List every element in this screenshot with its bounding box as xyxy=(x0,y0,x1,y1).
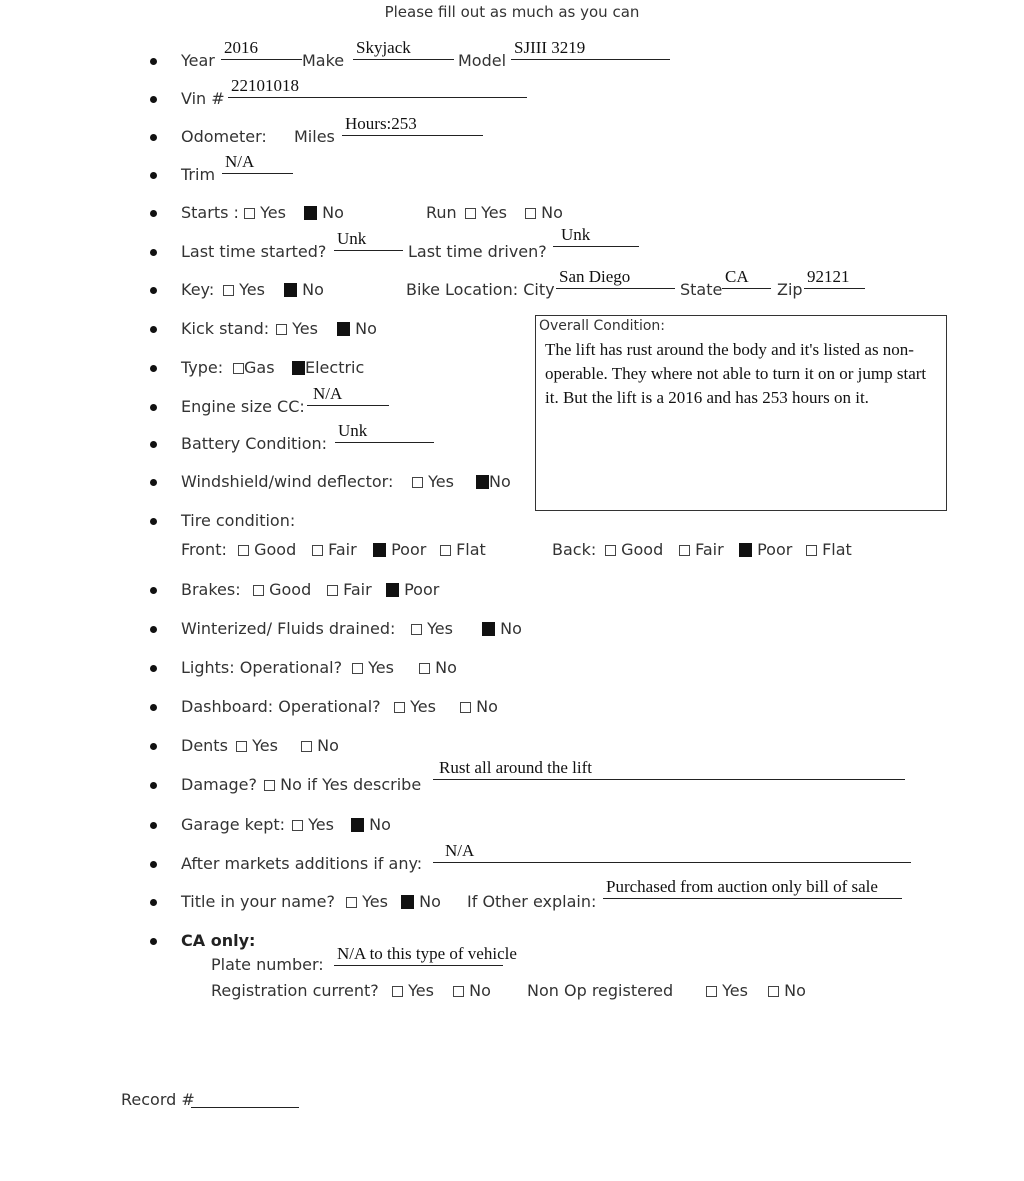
year-label: Year xyxy=(181,51,215,70)
overall-condition-text: The lift has rust around the body and it's listed as non-operable. They where not able to turn it on or jump start it. But the lift is a 2016 and has 253 hours on it. xyxy=(545,340,927,407)
garage-no-label: No xyxy=(369,815,391,834)
dashboard-label: Dashboard: Operational? xyxy=(181,697,381,716)
model-field[interactable]: SJIII 3219 xyxy=(511,38,670,60)
make-field[interactable]: Skyjack xyxy=(353,38,454,60)
back-label: Back: xyxy=(552,540,597,559)
zip-label: Zip xyxy=(777,280,803,299)
non-op-label: Non Op registered xyxy=(527,981,674,1000)
dashboard-yes-checkbox[interactable] xyxy=(394,702,405,713)
trim-field[interactable]: N/A xyxy=(222,152,293,174)
other-explain-label: If Other explain: xyxy=(467,892,597,911)
miles-label: Miles xyxy=(294,127,335,146)
winterized-yes-label: Yes xyxy=(427,619,453,638)
bullet xyxy=(150,704,157,711)
brakes-poor-label: Poor xyxy=(404,580,440,599)
type-gas-label: Gas xyxy=(244,358,275,377)
front-flat-checkbox[interactable] xyxy=(440,545,451,556)
winterized-no-label: No xyxy=(500,619,522,638)
bullet xyxy=(150,210,157,217)
odometer-label: Odometer: xyxy=(181,127,267,146)
kick-stand-yes-checkbox[interactable] xyxy=(276,324,287,335)
kick-stand-label: Kick stand: xyxy=(181,319,270,338)
form-instructions: Please fill out as much as you can xyxy=(384,3,640,21)
dents-label: Dents xyxy=(181,736,228,755)
record-label: Record # xyxy=(121,1090,195,1109)
front-fair-checkbox[interactable] xyxy=(312,545,323,556)
registration-yes-checkbox[interactable] xyxy=(392,986,403,997)
bullet xyxy=(150,441,157,448)
lights-yes-checkbox[interactable] xyxy=(352,663,363,674)
lights-no-checkbox[interactable] xyxy=(419,663,430,674)
garage-kept-label: Garage kept: xyxy=(181,815,286,834)
registration-yes-label: Yes xyxy=(408,981,434,1000)
year-field[interactable]: 2016 xyxy=(221,38,302,60)
registration-no-checkbox[interactable] xyxy=(453,986,464,997)
starts-label: Starts : xyxy=(181,203,239,222)
bullet xyxy=(150,287,157,294)
bullet xyxy=(150,822,157,829)
odometer-field[interactable]: Hours:253 xyxy=(342,114,483,136)
back-good-checkbox[interactable] xyxy=(605,545,616,556)
bullet xyxy=(150,899,157,906)
bullet xyxy=(150,518,157,525)
type-electric-label: Electric xyxy=(305,358,365,377)
lights-no-label: No xyxy=(435,658,457,677)
key-yes-label: Yes xyxy=(239,280,265,299)
brakes-good-checkbox[interactable] xyxy=(253,585,264,596)
title-no-label: No xyxy=(419,892,441,911)
ca-only-label: CA only: xyxy=(181,931,256,950)
starts-yes-checkbox[interactable] xyxy=(244,208,255,219)
back-fair-checkbox[interactable] xyxy=(679,545,690,556)
front-fair-label: Fair xyxy=(328,540,357,559)
front-label: Front: xyxy=(181,540,227,559)
last-driven-field[interactable]: Unk xyxy=(553,225,639,247)
starts-no-checkbox[interactable] xyxy=(304,206,317,220)
registration-no-label: No xyxy=(469,981,491,1000)
winterized-yes-checkbox[interactable] xyxy=(411,624,422,635)
windshield-label: Windshield/wind deflector: xyxy=(181,472,394,491)
windshield-yes-label: Yes xyxy=(428,472,454,491)
windshield-no-label: No xyxy=(489,472,511,491)
run-no-checkbox[interactable] xyxy=(525,208,536,219)
battery-label: Battery Condition: xyxy=(181,434,328,453)
damage-label: Damage? xyxy=(181,775,258,794)
bullet xyxy=(150,249,157,256)
engine-size-label: Engine size CC: xyxy=(181,397,305,416)
last-started-field[interactable]: Unk xyxy=(334,229,403,251)
brakes-label: Brakes: xyxy=(181,580,241,599)
type-label: Type: xyxy=(181,358,224,377)
brakes-poor-checkbox[interactable] xyxy=(386,583,399,597)
dents-no-label: No xyxy=(317,736,339,755)
back-poor-checkbox[interactable] xyxy=(739,543,752,557)
last-started-label: Last time started? xyxy=(181,242,327,261)
bullet xyxy=(150,134,157,141)
dashboard-no-checkbox[interactable] xyxy=(460,702,471,713)
run-yes-label: Yes xyxy=(481,203,507,222)
record-field[interactable] xyxy=(191,1090,299,1108)
front-flat-label: Flat xyxy=(456,540,486,559)
key-no-label: No xyxy=(302,280,324,299)
key-label: Key: xyxy=(181,280,215,299)
garage-yes-checkbox[interactable] xyxy=(292,820,303,831)
bullet xyxy=(150,404,157,411)
bullet xyxy=(150,782,157,789)
last-driven-label: Last time driven? xyxy=(408,242,547,261)
zip-field[interactable]: 92121 xyxy=(804,267,865,289)
windshield-no-checkbox[interactable] xyxy=(476,475,489,489)
garage-yes-label: Yes xyxy=(308,815,334,834)
plate-number-label: Plate number: xyxy=(211,955,324,974)
damage-description-field[interactable]: Rust all around the lift xyxy=(433,758,905,780)
aftermarket-field[interactable]: N/A xyxy=(433,841,911,863)
starts-yes-label: Yes xyxy=(260,203,286,222)
bullet xyxy=(150,479,157,486)
dashboard-yes-label: Yes xyxy=(410,697,436,716)
run-yes-checkbox[interactable] xyxy=(465,208,476,219)
kick-stand-yes-label: Yes xyxy=(292,319,318,338)
make-label: Make xyxy=(302,51,345,70)
lights-yes-label: Yes xyxy=(368,658,394,677)
back-flat-checkbox[interactable] xyxy=(806,545,817,556)
title-no-checkbox[interactable] xyxy=(401,895,414,909)
damage-no-if-yes-label: No if Yes describe xyxy=(280,775,422,794)
back-fair-label: Fair xyxy=(695,540,724,559)
front-good-label: Good xyxy=(254,540,297,559)
bullet xyxy=(150,96,157,103)
back-poor-label: Poor xyxy=(757,540,793,559)
bullet xyxy=(150,58,157,65)
key-yes-checkbox[interactable] xyxy=(223,285,234,296)
registration-label: Registration current? xyxy=(211,981,379,1000)
bullet xyxy=(150,743,157,750)
type-electric-checkbox[interactable] xyxy=(292,361,305,375)
kick-stand-no-checkbox[interactable] xyxy=(337,322,350,336)
vin-label: Vin # xyxy=(181,89,225,108)
non-op-no-label: No xyxy=(784,981,806,1000)
aftermarket-label: After markets additions if any: xyxy=(181,854,423,873)
trim-label: Trim xyxy=(181,165,216,184)
bullet xyxy=(150,665,157,672)
other-explain-field[interactable]: Purchased from auction only bill of sale xyxy=(603,877,902,899)
tire-condition-label: Tire condition: xyxy=(181,511,296,530)
damage-no-checkbox[interactable] xyxy=(264,780,275,791)
title-yes-checkbox[interactable] xyxy=(346,897,357,908)
bullet xyxy=(150,326,157,333)
key-no-checkbox[interactable] xyxy=(284,283,297,297)
overall-condition-label: Overall Condition: xyxy=(539,318,666,334)
title-label: Title in your name? xyxy=(181,892,335,911)
battery-field[interactable]: Unk xyxy=(335,421,434,443)
back-flat-label: Flat xyxy=(822,540,852,559)
starts-no-label: No xyxy=(322,203,344,222)
dashboard-no-label: No xyxy=(476,697,498,716)
bullet xyxy=(150,938,157,945)
non-op-yes-checkbox[interactable] xyxy=(706,986,717,997)
bike-location-label: Bike Location: City xyxy=(406,280,555,299)
brakes-fair-label: Fair xyxy=(343,580,372,599)
bullet xyxy=(150,626,157,633)
dents-yes-label: Yes xyxy=(252,736,278,755)
model-label: Model xyxy=(458,51,507,70)
engine-size-field[interactable]: N/A xyxy=(307,384,389,406)
state-field[interactable]: CA xyxy=(722,267,771,289)
bullet xyxy=(150,172,157,179)
windshield-yes-checkbox[interactable] xyxy=(412,477,423,488)
overall-condition-box[interactable] xyxy=(535,315,947,511)
garage-no-checkbox[interactable] xyxy=(351,818,364,832)
brakes-good-label: Good xyxy=(269,580,312,599)
bullet xyxy=(150,365,157,372)
front-good-checkbox[interactable] xyxy=(238,545,249,556)
winterized-no-checkbox[interactable] xyxy=(482,622,495,636)
dents-no-checkbox[interactable] xyxy=(301,741,312,752)
back-good-label: Good xyxy=(621,540,664,559)
city-field[interactable]: San Diego xyxy=(556,267,675,289)
vin-field[interactable]: 22101018 xyxy=(228,76,527,98)
dents-yes-checkbox[interactable] xyxy=(236,741,247,752)
bullet xyxy=(150,861,157,868)
front-poor-checkbox[interactable] xyxy=(373,543,386,557)
state-label: State xyxy=(680,280,723,299)
brakes-fair-checkbox[interactable] xyxy=(327,585,338,596)
non-op-no-checkbox[interactable] xyxy=(768,986,779,997)
title-yes-label: Yes xyxy=(362,892,388,911)
run-no-label: No xyxy=(541,203,563,222)
type-gas-checkbox[interactable] xyxy=(233,363,244,374)
winterized-label: Winterized/ Fluids drained: xyxy=(181,619,396,638)
bullet xyxy=(150,587,157,594)
front-poor-label: Poor xyxy=(391,540,427,559)
lights-label: Lights: Operational? xyxy=(181,658,343,677)
run-label: Run xyxy=(426,203,457,222)
non-op-yes-label: Yes xyxy=(722,981,748,1000)
plate-number-field[interactable]: N/A to this type of vehicle xyxy=(334,944,503,966)
kick-stand-no-label: No xyxy=(355,319,377,338)
